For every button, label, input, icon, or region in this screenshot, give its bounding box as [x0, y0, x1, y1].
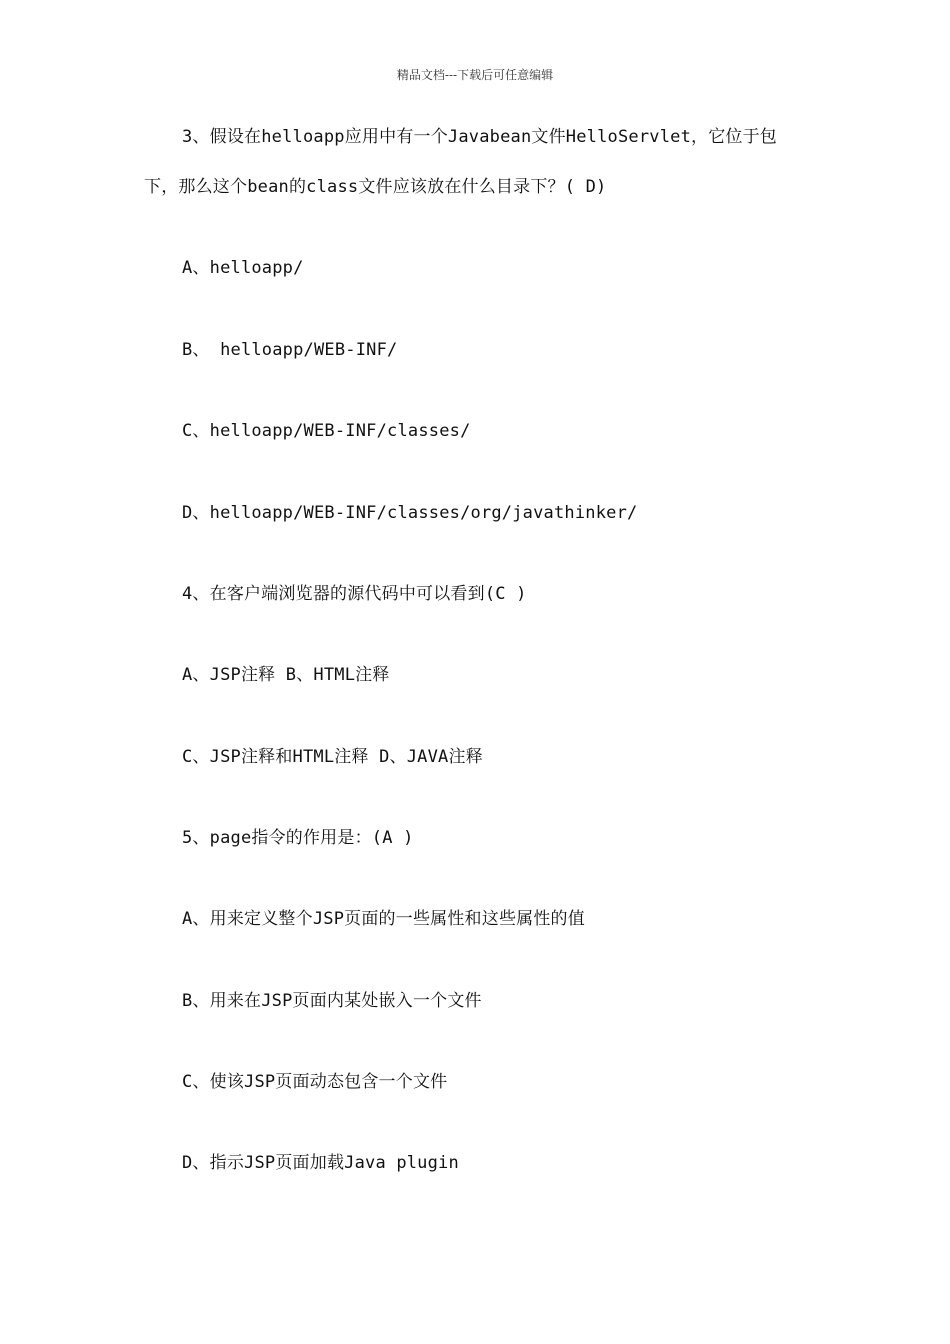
question-5-option-b: B、用来在JSP页面内某处嵌入一个文件 [182, 991, 482, 1011]
question-5-option-d: D、指示JSP页面加载Java plugin [182, 1153, 459, 1173]
question-3-text: 3、假设在helloapp应用中有一个Javabean文件HelloServlet，它位于包 [182, 127, 778, 147]
question-5-text: 5、page指令的作用是：(A ) [182, 828, 414, 848]
page-header: 精品文档---下载后可任意编辑 [396, 68, 554, 82]
question-3-text-continued: 下，那么这个bean的class文件应该放在什么目录下？( D) [144, 177, 607, 197]
question-5-option-c: C、使该JSP页面动态包含一个文件 [182, 1072, 448, 1092]
question-5-option-a: A、用来定义整个JSP页面的一些属性和这些属性的值 [182, 909, 585, 929]
question-3-option-d: D、helloapp/WEB-INF/classes/org/javathinker/ [182, 503, 638, 523]
question-3-option-a: A、helloapp/ [182, 258, 304, 278]
question-3-option-b: B、 helloapp/WEB-INF/ [182, 340, 398, 360]
question-3-option-c: C、helloapp/WEB-INF/classes/ [182, 421, 471, 441]
question-4-options-cd: C、JSP注释和HTML注释 D、JAVA注释 [182, 747, 483, 767]
question-4-options-ab: A、JSP注释 B、HTML注释 [182, 665, 390, 685]
question-4-text: 4、在客户端浏览器的源代码中可以看到(C ) [182, 584, 527, 604]
